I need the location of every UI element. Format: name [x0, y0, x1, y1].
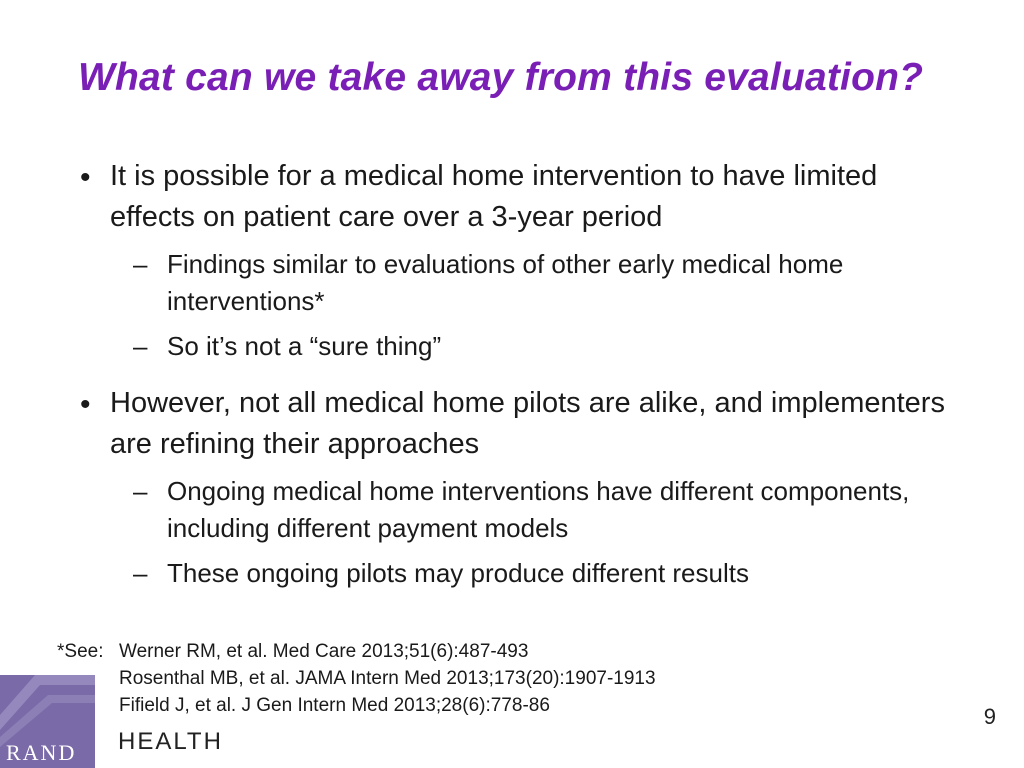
sub-bullet-text: So it’s not a “sure thing”	[167, 331, 442, 361]
sub-bullet-item	[80, 328, 960, 365]
bullet-text: It is possible for a medical home intervention to have limited effects on patient care over a 3-year period	[110, 160, 878, 233]
dash-icon: –	[133, 476, 148, 506]
bullet-item	[80, 156, 960, 238]
sub-bullet-item	[80, 555, 960, 592]
bullet-item	[80, 383, 960, 465]
reference-row	[57, 665, 656, 692]
rand-logo-text: RAND	[6, 740, 77, 765]
sub-bullet-text: These ongoing pilots may produce different results	[167, 558, 749, 588]
reference-item: Fifield J, et al. J Gen Intern Med 2013;28(6):778-86	[119, 695, 550, 716]
sub-bullet-item	[80, 246, 960, 320]
reference-row	[57, 638, 656, 665]
dash-icon: –	[133, 558, 148, 588]
health-logo-text: HEALTH	[118, 728, 223, 755]
bullet-dot-icon: •	[80, 388, 91, 421]
sub-bullet-text: Ongoing medical home interventions have different components, including different payment models	[167, 476, 910, 543]
bullet-dot-icon: •	[80, 161, 91, 194]
page-number: 9	[983, 704, 996, 729]
dash-icon: –	[133, 331, 148, 361]
reference-item: Werner RM, et al. Med Care 2013;51(6):487-493	[119, 641, 529, 662]
slide-content	[80, 156, 960, 600]
reference-row	[57, 692, 656, 719]
reference-item: Rosenthal MB, et al. JAMA Intern Med 2013;173(20):1907-1913	[119, 668, 656, 689]
bullet-text: However, not all medical home pilots are alike, and implementers are refining their approaches	[110, 387, 945, 460]
sub-bullet-text: Findings similar to evaluations of other early medical home interventions*	[167, 249, 844, 316]
references-label: *See:	[57, 641, 104, 662]
slide-title: What can we take away from this evaluation?	[78, 56, 924, 99]
sub-bullet-item	[80, 473, 960, 547]
dash-icon: –	[133, 249, 148, 279]
references	[57, 638, 656, 719]
